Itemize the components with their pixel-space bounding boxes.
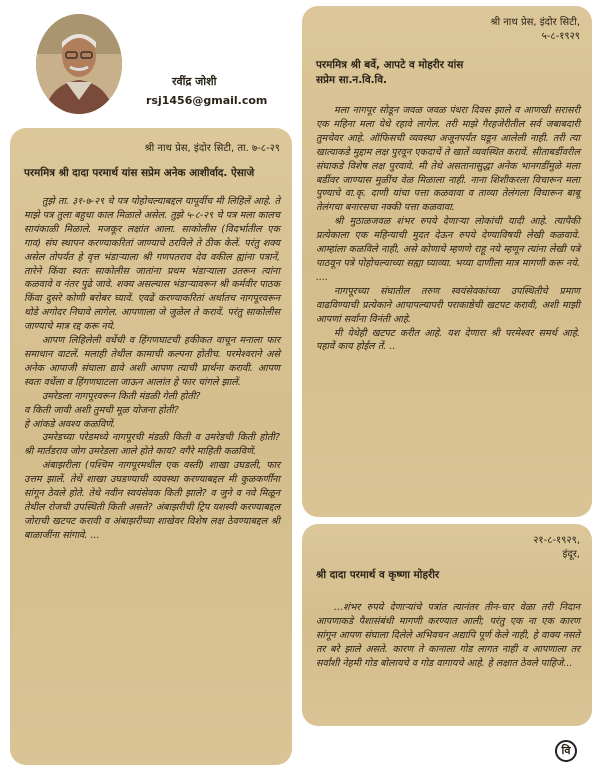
letter-1-salutation: परममित्र श्री दादा परमार्थ यांस सप्रेम अनेक आशीर्वाद. ऐसाजे	[24, 167, 255, 179]
letter-3-paragraph: ...शंभर रुपये देणाऱ्यांचे पत्रांत त्यानंतर तीन-चार वेळा तरी निदान आपणाकडे पैशासंबंधी मागणी करण्यात आली; परंतु एक ना एक कारण सांगून आपण संघाला दिलेले अभिवचन अद्यापि पूर्ण केले नाही, हे वाक्य नसते तर बरे झाले असते. कारण ते कानाला गोड लागत नाही व आपणाला तर सर्वांशी नेहमी गोड बोलायचे व गोड वागायचे आहे. हे लक्षात ठेवले पाहिजे...	[316, 602, 580, 669]
author-photo	[36, 14, 122, 114]
letter-3-header	[316, 534, 580, 562]
letter-2-body	[316, 104, 580, 354]
publication-logo-icon: वि	[555, 740, 577, 762]
letter-2-place: श्री नाथ प्रेस, इंदोर सिटी,	[490, 17, 580, 28]
letter-3-date: २१-८-१९२९,	[533, 535, 580, 546]
letter-1-paragraph: आपण लिहिलेली वर्धेची व हिंगणघाटची हकीकत वाचून मनाला फार समाधान वाटलें. मलाही तेथील कामाची कल्पना होतीच. परमेश्वराने असे अनेक आपाजी संघाला द्यावे अशी आपण त्याची प्रार्थना करावी. आपण स्वतः वर्धेला व हिंगणघाटला जाऊन आलांत हे फार चांगले झालें.	[24, 335, 280, 388]
portrait-image	[36, 14, 122, 114]
letter-1-paragraph: उमरेडला नागपूरवरून किती मंडळी गेली होती?	[42, 390, 201, 402]
letter-2-address	[316, 58, 580, 88]
author-email: rsj1456@gmail.com	[146, 94, 268, 107]
letter-2-paragraph: नागपूरच्या संघातील तरुण स्वयंसेवकांच्या उपस्थितीचे प्रमाण वाढविण्याची प्रत्येकाने आपापल्यापरी पराकाष्ठेची खटपट करावी, अशी माझी आपणां सर्वांना विनंती आहे.	[316, 285, 580, 325]
letter-2-date: ५-८-१९२९	[541, 31, 580, 42]
letter-3-address: श्री दादा परमार्थ व कृष्णा मोहरीर	[316, 569, 440, 581]
letter-2-greeting: सप्रेम सा.न.वि.वि.	[316, 74, 387, 86]
letter-card-1	[10, 128, 292, 765]
letter-3-body	[316, 601, 580, 671]
letter-card-3	[302, 524, 592, 726]
letter-1-paragraph: उमरेडच्या परेडमध्ये नागपूरची मंडळी किती व उमरेडची किती होती? श्री मार्तंडराव जोग उमरेडला आले होते काय? वगैरे माहिती कळविणें.	[24, 432, 280, 458]
letter-1-paragraph: हे आंकडे अवश्य कळविणें.	[24, 418, 116, 430]
letter-2-addressee: परममित्र श्री बर्वे, आपटे व मोहरीर यांस	[316, 59, 464, 71]
author-name: रवींद्र जोशी	[172, 75, 217, 88]
letter-1-paragraph: व किती जावी अशी तुमची मूळ योजना होती?	[24, 404, 179, 416]
letter-2-paragraph: मला नागपूर सोडून जवळ जवळ पंधरा दिवस झाले व आणखी सरासरी एक महिना मला येथे रहावे लागेल. तरी माझे गैरहजेरीतील सर्व जबाबदारी तुमचेवर आहे. ऑफिसची व्यवस्था अजूनपर्यंत घडून आलेली नाही. तरी त्या खात्याकडे मुद्दाम लक्ष पुरवून एकदाचें ते खातें व्यवस्थित करावें. सीताबर्डीवरील संघाकडे विशेष लक्ष पुरवावे. मी तेथे असतानासुद्धा अनेक भानगडींमुळे मला बर्डीवर जाण्यास मुळींच वेळ मिळाला नाही. नाना शिशीकरला विचारून मला पुण्याचे वा.कृ. दाणी यांचा पत्ता कळवावा व ताव्या तेलंगला विचारून बाबू तेलंगचा बनारसचा नक्की पत्ता कळवावा.	[316, 105, 580, 214]
letter-card-2	[302, 6, 592, 517]
letter-1-paragraph: तुझे ता. ३१-७-२९ चे पत्र पोहोचल्याबद्दल यापूर्वीच मी लिहिलें आहे. ते माझे पत्र तुला बहुधा काल मिळाले असेल. तुझे ५-८-२९ चे पत्र मला कालच सायंकाळी मिळाले. मजकूर लक्षांत आला. साकोलीस (विदर्भातील एक गाव) संघ स्थापन करण्याकरितां जाण्याचे ठरविले ते ठीक केलें. परंतु शक्य असेल तोपर्यंत हे वृत्त भंडाऱ्याला श्री गणपतराव देव वकील ह्यांना पत्रानें, तारेने किंवा स्वतः साकोलीस जातांना प्रथम भंडाऱ्याला उतरून त्यांना कळवावे व नंतर पुढे जावे. शक्य असल्यास भंडाऱ्यावरून श्री कर्मवीर पाठक किंवा दुसरे कोणी बरोबर घ्यावें. एवढें करण्याकरितां अर्थातच नागपूरवरून थोडे अगोदर निघावे लागेल. आपणाला जे जुळेल ते करावें. परंतु साकोलीस जाण्याचे मात्र रद्द करू नये.	[24, 196, 280, 333]
letter-1-header: श्री नाथ प्रेस, इंदोर सिटी, ता. ७-८-२९	[144, 143, 280, 154]
letter-2-paragraph: मी येथेही खटपट करीत आहे. यश देणारा श्री परमेश्वर समर्थ आहे. पहावें काय होईल तें. ..	[316, 327, 580, 353]
letter-1-paragraph: अंबाझरीला (पश्चिम नागपूरमधील एक वस्ती) शाखा उघडली, फार उत्तम झालें. तेथें शाखा उघडण्याची व्यवस्था करण्याबद्दल मी कुळकर्णींना सांगून ठेवले होते. तेथे नवीन स्वयंसेवक किती झाले? व जुने व नवे मिळून तेथील रोजची उपस्थिती किती असते? अंबाझरीची ट्रिप यशस्वी करण्याबद्दल जोराची खटपट करावी व अंबाझरीच्या शाखेवर विशेष लक्ष ठेवण्याबद्दल श्री बाळाजींना सांगावे. ...	[24, 460, 280, 541]
letter-1-body	[24, 195, 280, 543]
letter-2-paragraph: श्री मुठाळजवळ शंभर रुपये देणाऱ्या लोकांची यादी आहे. त्यापैकी प्रत्येकाला एक महिन्याची मुदत देऊन रुपये देण्याविषयी लेखी कळवावे. आम्हांला कळविले नाही, असे कोणाचे म्हणणे राहू नये म्हणून त्यांना लेखी पत्रे पाठवून पत्रे पोहोचल्याच्या सह्या घ्याव्या. भय्या दाणीला मात्र मागणी करू नये. ....	[316, 216, 580, 283]
letter-3-place: इंदूर,	[562, 549, 580, 560]
letter-2-header	[316, 16, 580, 44]
